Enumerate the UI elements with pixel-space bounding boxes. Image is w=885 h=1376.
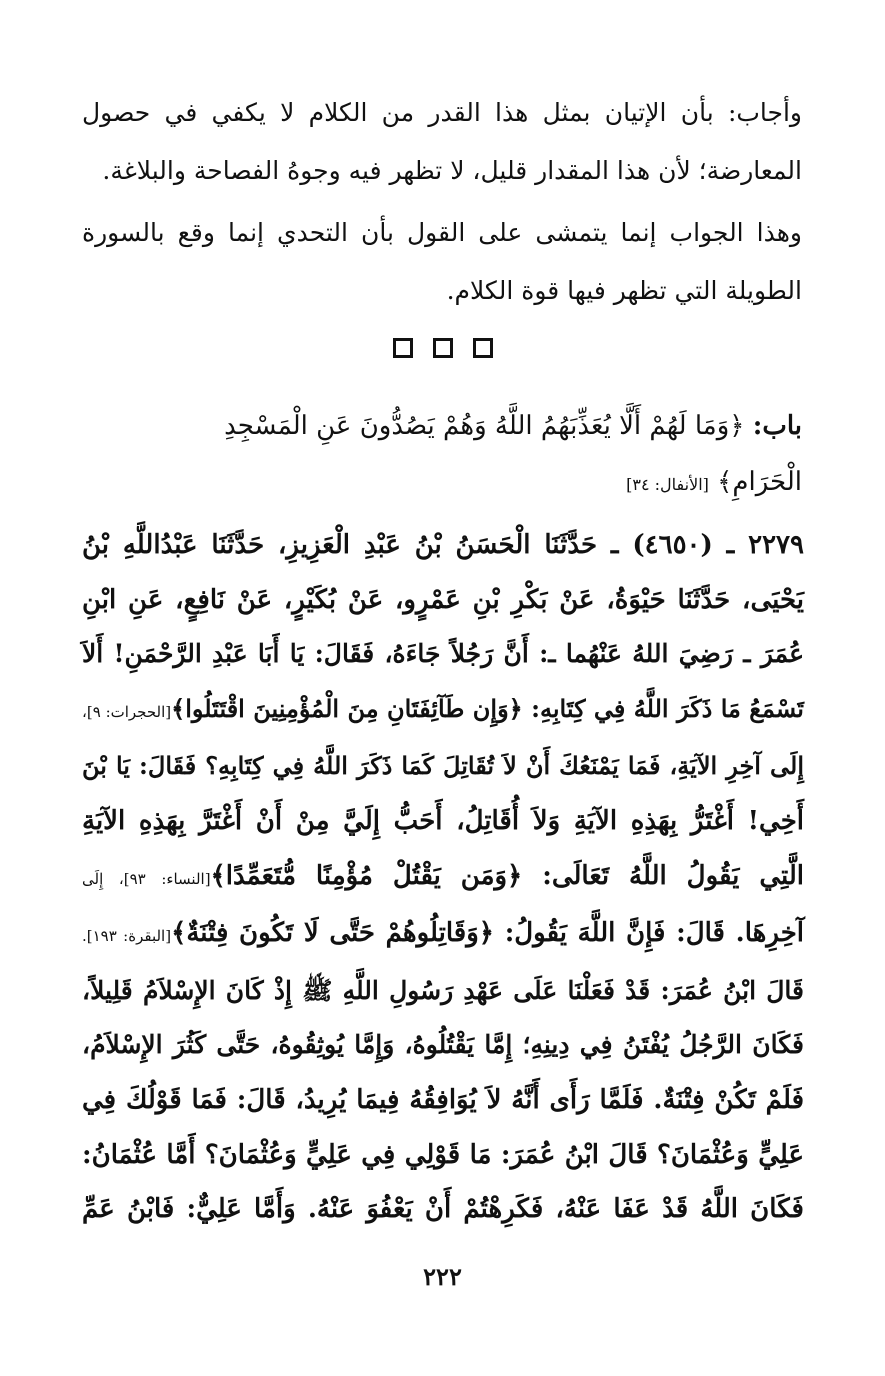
hadith-line-with-ref	[82, 849, 804, 907]
chapter-keyword: باب:	[752, 411, 802, 441]
verse-reference-baqara: [البقرة: ١٩٣].	[82, 927, 172, 946]
hadith-line-with-ref	[82, 682, 804, 740]
hadith-line: إِلَى آخِرِ الآيَةِ، فَمَا يَمْنَعُكَ أَنْ لاَ تُقَاتِلَ كَمَا ذَكَرَ اللَّهُ فِي كِتَابِهِ؟ فَقَالَ: يَا بْنَ	[82, 751, 804, 781]
verse-reference-hujurat: [الحجرات: ٩]،	[82, 702, 172, 721]
hadith-line-text: آخِرِهَا. قَالَ: فَإِنَّ اللَّهَ يَقُولُ: ﴿وَقَاتِلُوهُمْ حَتَّى لَا تَكُونَ فِتْنَةٌ﴾	[171, 918, 804, 949]
hadith-line-text: الَّتِي يَقُولُ اللَّهُ تَعَالَى: ﴿وَمَن يَقْتُلْ مُؤْمِنًا مُّتَعَمِّدًا﴾	[210, 860, 804, 891]
paragraph-answer: وأجاب: بأن الإتيان بمثل هذا القدر من الكلام لا يكفي في حصول المعارضة؛ لأن هذا المقدار قليل، لا تظهر فيه وجوهُ الفصاحة والبلاغة.	[82, 98, 802, 185]
hadith-line: ٢٢٧٩ ـ (٤٦٥٠) ـ حَدَّثَنَا الْحَسَنُ بْنُ عَبْدِ الْعَزِيزِ، حَدَّثَنَا عَبْدُاللَّهِ بْنُ	[82, 530, 804, 560]
chapter-heading	[150, 398, 802, 513]
verse-reference-nisa: [النساء: ٩٣]، إِلَى	[82, 869, 211, 888]
hadith-line: قَالَ ابْنُ عُمَرَ: قَدْ فَعَلْنَا عَلَى عَهْدِ رَسُولِ اللَّهِ ﷺ إِذْ كَانَ الإِسْلاَمُ قَلِيلاً،	[82, 975, 804, 1005]
paragraph-comment: وهذا الجواب إنما يتمشى على القول بأن التحدي إنما وقع بالسورة الطويلة التي تظهر فيها قوة الكلام.	[82, 218, 802, 305]
page-number: ٢٢٢	[423, 1262, 462, 1291]
separator-square-icon	[433, 338, 453, 358]
hadith-line: عَلِيٍّ وَعُثْمَانَ؟ قَالَ ابْنُ عُمَرَ: مَا قَوْلِي فِي عَلِيٍّ وَعُثْمَانَ؟ أَمَّا عُثْمَانُ:	[82, 1139, 804, 1170]
hadith-line: عُمَرَ ـ رَضِيَ اللهُ عَنْهُما ـ: أَنَّ رَجُلاً جَاءَهُ، فَقَالَ: يَا أَبَا عَبْدِ الرَّحْمَنِ! أَلاَ	[82, 639, 804, 669]
hadith-line: يَحْيَى، حَدَّثَنَا حَيْوَةُ، عَنْ بَكْرِ بْنِ عَمْرٍو، عَنْ بُكَيْرٍ، عَنْ نَافِعٍ، عَنِ ابْنِ	[82, 584, 804, 615]
separator-square-icon	[473, 338, 493, 358]
hadith-line-text: تَسْمَعُ مَا ذَكَرَ اللَّهُ فِي كِتَابِهِ: ﴿وَإِن طَآئِفَتَانِ مِنَ الْمُؤْمِنِينَ اقْتَتَلُوا﴾	[171, 693, 804, 723]
hadith-line-with-ref	[82, 906, 804, 964]
chapter-verse-reference: [الأنفال: ٣٤]	[626, 475, 709, 494]
separator-square-icon	[393, 338, 413, 358]
chapter-verse: ﴿وَمَا لَهُمْ أَلَّا يُعَذِّبَهُمُ اللَّهُ وَهُمْ يَصُدُّونَ عَنِ الْمَسْجِدِ الْحَرَامِ﴾	[224, 411, 802, 497]
hadith-line: فَلَمْ تَكُنْ فِتْنَةٌ. فَلَمَّا رَأَى أَنَّهُ لاَ يُوَافِقُهُ فِيمَا يُرِيدُ، قَالَ: فَمَا قَوْلُكَ فِي	[82, 1084, 804, 1115]
hadith-line: أَخِي! أَغْتَرُّ بِهَذِهِ الآيَةِ وَلاَ أُقَاتِلُ، أَحَبُّ إِلَيَّ مِنْ أَنْ أَغْتَرَّ بِهَذِهِ الآيَةِ	[82, 805, 804, 836]
hadith-text	[82, 518, 804, 1237]
hadith-line: فَكَانَ اللَّهُ قَدْ عَفَا عَنْهُ، فَكَرِهْتُمْ أَنْ يَعْفُوَ عَنْهُ. وَأَمَّا عَلِيٌّ: فَابْنُ عَمِّ	[82, 1194, 804, 1225]
section-separator	[0, 338, 885, 358]
hadith-line: فَكَانَ الرَّجُلُ يُفْتَنُ فِي دِينِهِ؛ إِمَّا يَقْتُلُوهُ، وَإِمَّا يُوثِقُوهُ، حَتَّى كَثُرَ الإِسْلاَمُ،	[82, 1030, 804, 1060]
